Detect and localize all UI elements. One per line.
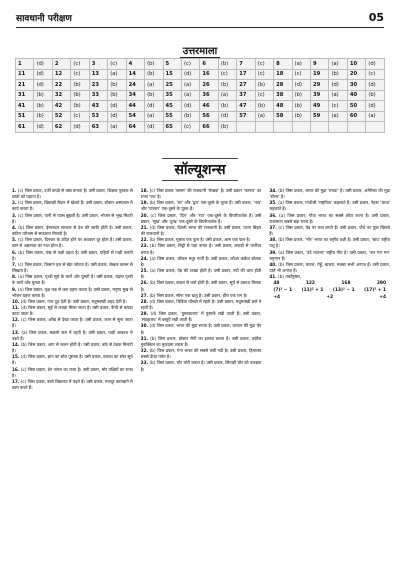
- answer-question-number: 36: [200, 90, 218, 101]
- answer-key-table: [15, 58, 385, 133]
- answer-question-number: 53: [89, 111, 107, 122]
- solution-number: 21.: [140, 224, 149, 230]
- solution-text: (b) जिस प्रकार, 'घर' और 'द्वार' एक-दूसरे के पूरक हैं। उसी प्रकार, 'नाव' और 'पतवार' एक-दूसरे के पूरक हैं।: [140, 200, 262, 212]
- solution-text: (b) जिस प्रकार, चावल, गेहूँ, बाजरा, मक्का सभी अनाज हैं। उसी प्रकार, दालें भी अनाज हैं।: [269, 261, 390, 274]
- answer-option: (c): [255, 90, 273, 101]
- solution-number: 34.: [269, 188, 277, 193]
- solution-number: 41.: [269, 274, 277, 280]
- solution-item: [141, 280, 262, 292]
- answer-question-number: 47: [237, 101, 255, 112]
- solution-number: 27.: [140, 292, 149, 298]
- answer-option: (d): [366, 101, 385, 112]
- answer-option: (d): [145, 122, 163, 133]
- answer-option: (c): [255, 69, 273, 80]
- answer-option: (b): [255, 80, 273, 91]
- answer-question-number: 24: [126, 80, 144, 91]
- solution-text: (c) जिस प्रकार, आँख से देखा जाता है। उसी प्रकार, कान से सुना जाता है।: [12, 317, 133, 329]
- answer-option: (d): [108, 111, 126, 122]
- solution-item: [12, 250, 133, 262]
- answer-question-number: 51: [16, 111, 34, 122]
- page-header-title: सावधानी परीक्षण: [16, 14, 72, 24]
- answer-option: (c): [181, 122, 199, 133]
- solution-item: [12, 305, 133, 317]
- answer-option: (b): [145, 69, 163, 80]
- answer-option: (b): [71, 101, 89, 112]
- answer-question-number: 44: [126, 101, 144, 112]
- answer-question-number: 30: [347, 80, 365, 91]
- answer-question-number: 57: [237, 111, 255, 122]
- solution-text: (b) जिस प्रकार, बादल से वर्षा होती है। उसी प्रकार, सूर्य से प्रकाश मिलता है।: [140, 280, 262, 292]
- solution-text: (d) जिस प्रकार, दिल्ली भारत की राजधानी है। उसी प्रकार, पटना बिहार की राजधानी है।: [140, 224, 262, 237]
- answer-question-number: 62: [52, 122, 70, 133]
- answer-option: (c): [71, 111, 89, 122]
- answer-option: (b): [292, 101, 310, 112]
- answer-option: (a): [108, 69, 126, 80]
- solution-number: 9.: [12, 286, 17, 292]
- solution-item: [12, 200, 133, 212]
- solution-number: 35.: [269, 200, 277, 206]
- solution-text: (d) जिस प्रकार, गाय दूध देती है। उसी प्रकार, मधुमक्खी शहद देती है।: [20, 298, 127, 304]
- solution-item: [269, 213, 390, 225]
- answer-option: (b): [255, 101, 273, 112]
- answer-option: (a): [292, 59, 310, 70]
- answer-option: (a): [181, 80, 199, 91]
- answer-option: (a): [181, 90, 199, 101]
- answer-option: (b): [145, 90, 163, 101]
- answer-option: (d): [366, 59, 385, 70]
- example-value: +2: [326, 295, 334, 301]
- solution-number: 18.: [140, 188, 149, 193]
- answer-question-number: 5: [163, 59, 181, 70]
- answer-question-number: 7: [237, 59, 255, 70]
- answer-question-number: 4: [126, 59, 144, 70]
- answer-question-number: 56: [200, 111, 218, 122]
- answer-question-number: 46: [200, 101, 218, 112]
- answer-option: (c): [366, 69, 385, 80]
- solution-item: [269, 262, 390, 274]
- answer-option: (b): [181, 111, 199, 122]
- answer-question-number: [347, 122, 365, 133]
- answer-question-number: 13: [89, 69, 107, 80]
- answer-question-number: 1: [16, 59, 34, 70]
- solution-text: (b) जिस प्रकार, मिट्टी से घड़ा बनता है। उसी प्रकार, लकड़ी से फर्नीचर बनता है।: [140, 243, 262, 255]
- answer-key-row: [16, 69, 385, 80]
- answer-question-number: 38: [274, 90, 292, 101]
- solution-text: (b) जिस प्रकार, डॉक्टर रोगी का इलाज करता है। उसी प्रकार, वकील मुवक्किल का मुकदमा लड़ता है।: [140, 335, 262, 347]
- solution-text: (a) जिस प्रकार, वृक्ष जड़ से जल ग्रहण करता है। उसी प्रकार, मनुष्य मुख से भोजन ग्रहण करता है।: [12, 286, 133, 298]
- example-value: 290: [376, 281, 387, 287]
- answer-option: (b): [329, 69, 347, 80]
- answer-key-row: [16, 90, 385, 101]
- answer-option: (b): [34, 111, 52, 122]
- answer-question-number: 18: [274, 69, 292, 80]
- answer-option: (d): [329, 80, 347, 91]
- answer-option: [292, 122, 310, 133]
- answer-option: (c): [218, 69, 236, 80]
- answer-option: (b): [292, 111, 310, 122]
- solution-number: 1.: [12, 188, 17, 193]
- answer-option: (d): [34, 80, 52, 91]
- answer-question-number: 64: [126, 122, 144, 133]
- answer-option: (c): [292, 69, 310, 80]
- answer-option: (d): [181, 69, 199, 80]
- solution-number: 7.: [12, 261, 17, 267]
- solution-text: (b) जिस प्रकार, पंख से पक्षी उड़ता है। उसी प्रकार, पहियों से गाड़ी चलती है।: [12, 249, 133, 261]
- answer-option: [255, 122, 273, 133]
- answer-option: (b): [34, 101, 52, 112]
- solutions-column-3: [269, 188, 390, 560]
- solution-text: (c) जिस प्रकार, खिलाड़ी मैदान में खेलते हैं। उसी प्रकार, डॉक्टर अस्पताल में कार्य करता है।: [12, 200, 133, 212]
- example-row-top: [269, 280, 390, 287]
- page-number: 05: [368, 11, 384, 24]
- solution-item: [12, 354, 133, 366]
- solution-number: 22.: [140, 237, 149, 243]
- answer-question-number: 31: [16, 90, 34, 101]
- solution-text: (b) जिस प्रकार, आग से जलन होती है। उसी प्रकार, बर्फ से ठंडक मिलती है।: [12, 341, 133, 354]
- solutions-column-1: [12, 188, 133, 560]
- answer-question-number: 12: [52, 69, 70, 80]
- answer-option: (a): [329, 111, 347, 122]
- answer-question-number: 61: [16, 122, 34, 133]
- solution-item: [12, 188, 133, 200]
- solution-text: (a) जिस प्रकार, गोवा भारत का सबसे छोटा राज्य है। उसी प्रकार, राजस्थान सबसे बड़ा राज्य है।: [269, 212, 390, 224]
- solution-number: 4.: [12, 224, 17, 230]
- solution-item: [12, 237, 133, 249]
- solution-text: (c) जिस प्रकार, 'दिन' और 'रात' एक-दूसरे के विपरीतार्थक हैं। उसी प्रकार, 'सुख' और 'दुःख' एक-दूसरे के विपरीतार्थक हैं।: [140, 212, 262, 224]
- answer-option: (a): [329, 90, 347, 101]
- solution-number: 10.: [12, 298, 20, 304]
- solution-number: 2.: [12, 200, 17, 206]
- answer-question-number: 2: [52, 59, 70, 70]
- answer-option: (d): [34, 122, 52, 133]
- solution-text: (d) जिस प्रकार, 'पुस्तकालय' में पुस्तकें रखी जाती हैं। उसी प्रकार, 'संग्रहालय' में वस्तुएँ रखी जाती हैं।: [140, 311, 262, 323]
- solution-item: [12, 342, 133, 354]
- example-value: (17)² + 1: [364, 288, 386, 294]
- solution-item: [12, 213, 133, 225]
- solution-text: (d) जिस प्रकार, ज्ञान का स्रोत पुस्तक है। उसी प्रकार, प्रकाश का स्रोत सूर्य है।: [12, 354, 133, 366]
- answer-question-number: [311, 122, 329, 133]
- answer-question-number: [237, 122, 255, 133]
- solution-number: 23.: [140, 243, 149, 249]
- answer-question-number: 33: [89, 90, 107, 101]
- solution-text: (a) जिस प्रकार, गांधीजी 'राष्ट्रपिता' कहलाते हैं। उसी प्रकार, नेहरू 'चाचा' कहलाते हैं।: [269, 200, 390, 212]
- answer-question-number: 19: [311, 69, 329, 80]
- answer-question-number: 6: [200, 59, 218, 70]
- example-value: 122: [305, 281, 315, 287]
- answer-option: (b): [71, 90, 89, 101]
- answer-question-number: 15: [163, 69, 181, 80]
- answer-option: (c): [71, 59, 89, 70]
- answer-question-number: 39: [311, 90, 329, 101]
- answer-question-number: 50: [347, 101, 365, 112]
- solution-text: (b) जिस प्रकार, भारत की मुद्रा 'रुपया' है। उसी प्रकार, अमेरिका की मुद्रा 'डॉलर' है।: [269, 188, 390, 200]
- solution-number: 3.: [12, 212, 17, 218]
- answer-question-number: 32: [52, 90, 70, 101]
- answer-option: (d): [71, 122, 89, 133]
- solution-text: (a) जिस प्रकार, पेड़ की शाखा होती है। उसी प्रकार, नदी की धारा होती है।: [140, 268, 262, 280]
- answer-option: (c): [181, 59, 199, 70]
- answer-question-number: 58: [274, 111, 292, 122]
- example-value: (7)² − 1: [273, 288, 293, 294]
- answer-key-title: उत्तरमाला: [0, 43, 400, 58]
- solution-text: (c) जिस प्रकार 'कलम' की राजधानी 'लेखक' है। उसी प्रकार 'कागज' का राजा 'पत्र' है।: [140, 188, 262, 200]
- answer-question-number: 14: [126, 69, 144, 80]
- answer-option: (d): [34, 59, 52, 70]
- solution-item: [12, 379, 133, 391]
- solution-item: [12, 317, 133, 329]
- answer-option: (a): [255, 111, 273, 122]
- solution-number: 14.: [12, 341, 20, 347]
- solution-item: [141, 200, 262, 212]
- solution-item: [141, 268, 262, 280]
- solution-item: [12, 225, 133, 237]
- solution-text: (c) जिस प्रकार, पानी से प्यास बुझती है। उसी प्रकार, भोजन से भूख मिटती है।: [12, 212, 133, 224]
- solution-text: (b) जिस प्रकार, गंगा भारत की सबसे लंबी नदी है। उसी प्रकार, हिमालय सबसे ऊँचा पर्वत है।: [140, 348, 262, 360]
- answer-option: (a): [145, 80, 163, 91]
- solution-number: 36.: [269, 212, 277, 218]
- solution-item: [12, 287, 133, 299]
- answer-question-number: 21: [16, 80, 34, 91]
- solution-number: 40.: [269, 261, 277, 267]
- example-value: +4: [273, 295, 281, 301]
- solution-item: [12, 330, 133, 342]
- answer-question-number: 52: [52, 111, 70, 122]
- solution-item: [269, 188, 390, 200]
- solution-text: (c) जिस प्रकार, किसान हल से खेत जोतता है। उसी प्रकार, लेखक कलम से लिखता है।: [12, 261, 133, 274]
- solution-text: (c) जिस प्रकार, दर्जी कपड़े से वस्त्र बनाता है। उसी प्रकार, शिक्षक पुस्तक से छात्रों को पढ़ाता है।: [12, 188, 133, 200]
- answer-option: (c): [71, 69, 89, 80]
- solution-number: 31.: [140, 335, 149, 341]
- answer-option: (b): [218, 122, 236, 133]
- answer-question-number: 45: [163, 101, 181, 112]
- answer-question-number: 54: [126, 111, 144, 122]
- answer-option: (d): [292, 80, 310, 91]
- solution-text: (c) जिस प्रकार, दिनकर के उदित होने पर अंधकार दूर होता है। उसी प्रकार, ज्ञान से अज्ञानता का नाश होता है।: [12, 237, 133, 249]
- solution-number: 25.: [140, 268, 149, 274]
- solution-text: (b) जिस प्रकार, ईमानदार सरकार से देश की उन्नति होती है। उसी प्रकार, कठिन परिश्रम से सफलता मिलती है।: [12, 224, 133, 237]
- answer-question-number: 20: [347, 69, 365, 80]
- answer-question-number: 28: [274, 80, 292, 91]
- solution-item: [141, 348, 262, 360]
- solutions-column-2: [141, 188, 262, 560]
- solution-text: (c) जिस प्रकार, शेर जंगल का राजा है। उसी प्रकार, मोर पक्षियों का राजा है।: [12, 366, 133, 378]
- solution-text: (d) जिस प्रकार, भारत की मुद्रा रुपया है। उसी प्रकार, जापान की मुद्रा येन है।: [140, 323, 262, 335]
- solution-item: [141, 360, 262, 372]
- answer-question-number: 9: [311, 59, 329, 70]
- solution-item: [141, 225, 262, 237]
- answer-option: (a): [108, 122, 126, 133]
- answer-question-number: 65: [163, 122, 181, 133]
- answer-option: (a): [366, 111, 385, 122]
- answer-option: (b): [218, 80, 236, 91]
- answer-option: (d): [108, 101, 126, 112]
- example-value: +4: [379, 295, 387, 301]
- answer-question-number: 11: [16, 69, 34, 80]
- answer-option: (b): [145, 59, 163, 70]
- solution-number: 5.: [12, 237, 17, 243]
- solution-text: (b) तर्कानुसार,: [278, 274, 302, 280]
- answer-question-number: 49: [311, 101, 329, 112]
- answer-question-number: 55: [163, 111, 181, 122]
- solution-item: [141, 256, 262, 268]
- answer-question-number: 23: [89, 80, 107, 91]
- solution-number: 33.: [140, 360, 149, 366]
- solution-item: [141, 336, 262, 348]
- solution-item: [12, 367, 133, 379]
- answer-option: (b): [218, 101, 236, 112]
- solution-number: 29.: [140, 311, 149, 317]
- answer-option: (d): [366, 80, 385, 91]
- solution-text: (d) जिस प्रकार, सूई से कपड़ा सिला जाता है। उसी प्रकार, कैंची से कपड़ा काटा जाता है।: [12, 304, 133, 317]
- solution-text: (c) जिस प्रकार, पेड़ पर फल लगते हैं। उसी प्रकार, पौधे पर फूल खिलते हैं।: [269, 224, 390, 237]
- answer-question-number: 3: [89, 59, 107, 70]
- answer-question-number: 59: [311, 111, 329, 122]
- answer-question-number: 22: [52, 80, 70, 91]
- answer-option: (b): [108, 80, 126, 91]
- example-value: (13)² − 1: [332, 288, 355, 294]
- answer-option: (d): [181, 101, 199, 112]
- answer-question-number: 63: [89, 122, 107, 133]
- solution-number: 13.: [12, 329, 20, 335]
- solution-item: [141, 243, 262, 255]
- solution-text: (d) जिस प्रकार, चिड़िया घोंसले में रहती है। उसी प्रकार, मधुमक्खी छत्ते में रहती है।: [140, 298, 262, 310]
- solution-text: (a) जिस प्रकार, मछली जल में रहती है। उसी प्रकार, पक्षी आकाश में उड़ते हैं।: [12, 329, 133, 341]
- answer-question-number: 66: [200, 122, 218, 133]
- answer-question-number: [274, 122, 292, 133]
- solution-item: [269, 225, 390, 237]
- solution-number: 26.: [140, 280, 149, 286]
- answer-option: [366, 122, 385, 133]
- solution-number: 16.: [12, 366, 20, 372]
- solution-item: [141, 323, 262, 335]
- answer-question-number: 34: [126, 90, 144, 101]
- solution-number: 8.: [12, 274, 17, 280]
- solution-number: 20.: [140, 212, 149, 218]
- answer-option: (c): [329, 101, 347, 112]
- answer-option: (c): [255, 59, 273, 70]
- answer-option: (b): [292, 90, 310, 101]
- example-value: (11)² + 1: [301, 288, 324, 294]
- answer-question-number: 25: [163, 80, 181, 91]
- answer-option: (c): [108, 59, 126, 70]
- answer-question-number: 43: [89, 101, 107, 112]
- solution-number: 37.: [269, 224, 277, 230]
- answer-option: (a): [218, 90, 236, 101]
- answer-option: (b): [108, 90, 126, 101]
- answer-option: (a): [145, 111, 163, 122]
- solution-item: [141, 213, 262, 225]
- answer-option: (d): [218, 111, 236, 122]
- solution-item: [141, 188, 262, 200]
- answer-question-number: 27: [237, 80, 255, 91]
- page-header: [16, 10, 384, 24]
- solution-number: 15.: [12, 354, 20, 360]
- answer-option: (b): [218, 59, 236, 70]
- answer-question-number: 16: [200, 69, 218, 80]
- solution-item: [269, 237, 390, 249]
- solution-text: (a) जिस प्रकार, पृथ्वी सूर्य के चारों ओर घूमती है। उसी प्रकार, चंद्रमा पृथ्वी के चारों ओर घूमता है।: [12, 274, 133, 286]
- solution-number: 11.: [12, 304, 20, 310]
- answer-option: (d): [34, 69, 52, 80]
- solution-text: (b) जिस प्रकार, 'मोर' भारत का राष्ट्रीय पक्षी है। उसी प्रकार, 'बाघ' राष्ट्रीय पशु है।: [269, 237, 390, 249]
- example-value: 168: [341, 281, 351, 287]
- solution-number: 12.: [12, 317, 20, 323]
- answer-option: [329, 122, 347, 133]
- solution-text: (a) जिस प्रकार, 'वंदे मातरम्' राष्ट्रीय गीत है। उसी प्रकार, 'जन गण मन' राष्ट्रगान है।: [269, 249, 390, 261]
- solution-number: 6.: [12, 249, 17, 255]
- answer-question-number: 35: [163, 90, 181, 101]
- answer-option: (a): [329, 59, 347, 70]
- solution-text: (b) जिस प्रकार, गुलाब एक फूल है। उसी प्रकार, आम एक फल है।: [149, 237, 251, 243]
- example-row-bot: [269, 294, 390, 301]
- solution-number: 38.: [269, 237, 277, 243]
- solutions-body: [12, 188, 390, 560]
- example-row-mid: [269, 287, 390, 294]
- solutions-title: सॉल्यूशन्स: [0, 158, 400, 181]
- solution-item: [12, 262, 133, 274]
- answer-question-number: 48: [274, 101, 292, 112]
- solution-number: 17.: [12, 378, 20, 384]
- solution-number: 24.: [140, 255, 149, 261]
- answer-question-number: 26: [200, 80, 218, 91]
- answer-question-number: 37: [237, 90, 255, 101]
- answer-question-number: 40: [347, 90, 365, 101]
- solution-item: [141, 311, 262, 323]
- answer-key-row: [16, 122, 385, 133]
- example-value: 48: [273, 281, 280, 287]
- answer-question-number: 60: [347, 111, 365, 122]
- solution-number: 30.: [140, 323, 149, 329]
- answer-option: (b): [71, 80, 89, 91]
- solution-item: [141, 299, 262, 311]
- solution-item: [269, 250, 390, 262]
- solution-number: 28.: [140, 298, 149, 304]
- answer-question-number: 17: [237, 69, 255, 80]
- answer-question-number: 10: [347, 59, 365, 70]
- solution-item: [12, 274, 133, 286]
- solution-text: (b) जिस प्रकार, चोर चोरी करता है। उसी प्रकार, सिपाही चोर को पकड़ता है।: [140, 360, 262, 372]
- answer-question-number: 42: [52, 101, 70, 112]
- answer-key-row: [16, 101, 385, 112]
- answer-key-row: [16, 59, 385, 70]
- answer-option: (b): [34, 90, 52, 101]
- solution-number: 39.: [269, 249, 277, 255]
- answer-question-number: 29: [311, 80, 329, 91]
- header-divider: [16, 27, 384, 28]
- answer-key-row: [16, 111, 385, 122]
- solution-text: (c) जिस प्रकार, बच्चे विद्यालय में पढ़ते हैं। उसी प्रकार, मजदूर कारखाने में काम करते हैं।: [12, 378, 133, 390]
- solution-text: (b) जिस प्रकार, सोना एक धातु है। उसी प्रकार, हीरा एक रत्न है।: [149, 292, 248, 298]
- answer-question-number: 41: [16, 101, 34, 112]
- solution-text: (a) जिस प्रकार, कोयल मधुर गाती है। उसी प्रकार, कौआ कर्कश बोलता है।: [140, 255, 262, 267]
- answer-key-row: [16, 80, 385, 91]
- solution-number: 32.: [140, 348, 149, 354]
- answer-option: (d): [145, 101, 163, 112]
- answer-option: (b): [366, 90, 385, 101]
- solution-item: [269, 200, 390, 212]
- solution-number: 19.: [140, 200, 149, 206]
- answer-question-number: 8: [274, 59, 292, 70]
